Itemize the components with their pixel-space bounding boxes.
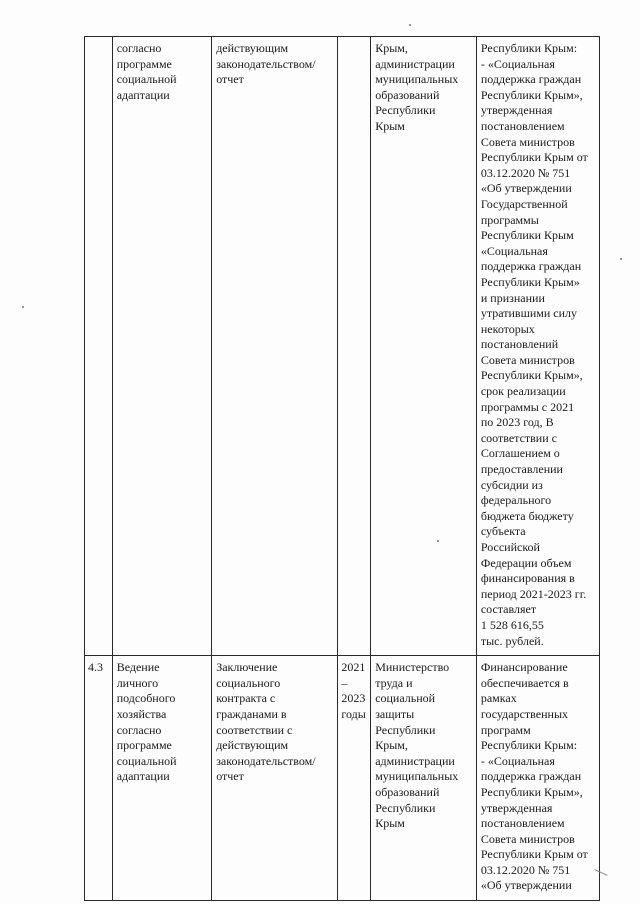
cell-text-line: социальной (116, 72, 177, 87)
cell-text-line: государственных (480, 706, 569, 721)
cell-text-line: программе (116, 56, 172, 71)
cell-text-line: образований (375, 784, 440, 799)
cell-text-line: Федерации объем (480, 555, 572, 570)
cell-financing (476, 37, 599, 656)
cell-text-line: годы (341, 706, 366, 721)
cell-text-line: 03.12.2020 № 751 (480, 165, 571, 180)
cell-text-line: постановлением (480, 816, 565, 831)
cell-activity (112, 37, 212, 656)
cell-text-line: Республики Крым» (480, 274, 580, 289)
cell-text-line: Соглашением о (480, 446, 560, 461)
cell-text-line: срок реализации (480, 384, 566, 399)
cell-text-line: «Об утверждении (480, 878, 572, 893)
cell-text-line: социальной (116, 753, 177, 768)
cell-text-line: Государственной (480, 196, 568, 211)
cell-text-line: тыс. рублей. (480, 633, 544, 648)
cell-period (338, 656, 371, 901)
cell-text-line: гражданами в (216, 706, 287, 721)
cell-text-line: Совета министров (480, 134, 575, 149)
cell-text-line: социального (216, 675, 281, 690)
cell-text-line: - «Социальная (480, 56, 555, 71)
cell-text-line: согласно (116, 722, 162, 737)
cell-text-line: «Об утверждении (480, 181, 572, 196)
cell-executor (371, 37, 477, 656)
cell-text-line: соответствии с (216, 722, 293, 737)
scan-speck (409, 24, 411, 26)
cell-text-line: Крым, (375, 738, 408, 753)
cell-text-line: соответствии с (480, 430, 557, 445)
cell-text-line: программы (480, 212, 539, 227)
cell-text-line: утвержденная (480, 800, 553, 815)
cell-text-line: Республики Крым от (480, 150, 588, 165)
table-row (85, 37, 600, 656)
cell-text-line: Совета министров (480, 831, 575, 846)
program-table (84, 36, 600, 901)
cell-text-line: отчет (216, 769, 244, 784)
cell-text-line: Ведение (116, 660, 160, 675)
cell-text-line: хозяйства (116, 706, 167, 721)
cell-text-line: период 2021-2023 гг. (480, 586, 587, 601)
cell-text-line: социальной (375, 691, 436, 706)
cell-text-line: субсидии из (480, 477, 543, 492)
cell-text-line: Республики Крым от (480, 847, 588, 862)
cell-text-line: действующим (216, 738, 289, 753)
cell-text-line: Финансирование (480, 660, 568, 675)
cell-text-line: Республики Крым», (480, 368, 583, 383)
cell-text-line: Республики Крым», (480, 784, 583, 799)
cell-activity (112, 656, 212, 901)
cell-text-line: Республики Крым (480, 228, 574, 243)
table-row (85, 656, 600, 901)
cell-text-line: Республики Крым», (480, 87, 583, 102)
cell-executor (371, 656, 477, 901)
cell-text-line: программ (480, 722, 531, 737)
cell-text-line: личного (116, 675, 159, 690)
cell-text-line: субъекта (480, 524, 526, 539)
cell-text-line: действующим (216, 41, 289, 55)
cell-result (212, 656, 338, 901)
cell-text-line: Крым (375, 118, 405, 133)
cell-text-line: согласно (116, 41, 162, 55)
scan-speck (22, 306, 24, 308)
cell-text-line: утвержденная (480, 103, 553, 118)
cell-text-line: Заключение (216, 660, 278, 675)
cell-text-line: Крым, (375, 41, 408, 55)
cell-text-line: законодательством/ (216, 56, 316, 71)
cell-text-line: постановлением (480, 118, 565, 133)
cell-text-line: - «Социальная (480, 753, 555, 768)
cell-text-line: муниципальных (375, 72, 459, 87)
cell-text-line: поддержка граждан (480, 259, 582, 274)
cell-text-line: муниципальных (375, 769, 459, 784)
cell-text-line: контракта с (216, 691, 276, 706)
scan-speck (620, 258, 622, 260)
cell-text-line: финансирования в (480, 571, 575, 586)
cell-text-line: 4.3 (88, 660, 103, 675)
cell-text-line: 2023 (341, 691, 366, 706)
cell-text-line: образований (375, 87, 440, 102)
cell-text-line: Республики (375, 722, 436, 737)
cell-text-line: Республики (375, 103, 436, 118)
cell-text-line: Российской (480, 540, 540, 554)
cell-period (338, 37, 371, 656)
cell-number (85, 37, 113, 656)
cell-text-line: рамках (480, 691, 517, 706)
cell-text-line: – (341, 675, 348, 690)
cell-text-line: и признании (480, 290, 545, 305)
cell-text-line: Совета министров (480, 352, 575, 367)
cell-text-line: поддержка граждан (480, 769, 582, 784)
cell-text-line: постановлений (480, 337, 559, 352)
cell-text-line: 03.12.2020 № 751 (480, 862, 571, 877)
cell-text-line: администрации (375, 753, 455, 768)
cell-text-line: отчет (216, 72, 244, 87)
cell-text-line: поддержка граждан (480, 72, 582, 87)
cell-result (212, 37, 338, 656)
cell-text-line: федерального (480, 493, 552, 508)
cell-financing (476, 656, 599, 901)
cell-text-line: бюджета бюджету (480, 508, 574, 523)
cell-number (85, 656, 113, 901)
cell-text-line: адаптации (116, 769, 170, 784)
cell-text-line: 2021 (341, 660, 366, 675)
cell-text-line: обеспечивается в (480, 675, 569, 690)
cell-text-line: адаптации (116, 87, 170, 102)
cell-text-line: предоставлении (480, 462, 563, 477)
cell-text-line: программе (116, 738, 172, 753)
cell-text-line: по 2023 год, В (480, 415, 554, 430)
scan-speck (437, 540, 439, 542)
cell-text-line: программы с 2021 (480, 399, 575, 414)
cell-text-line: «Социальная (480, 243, 548, 258)
cell-text-line: некоторых (480, 321, 535, 336)
cell-text-line: утратившими силу (480, 306, 577, 321)
cell-text-line: Крым (375, 816, 405, 831)
cell-text-line: труда и (375, 675, 413, 690)
cell-text-line: Республики Крым: (480, 738, 578, 753)
cell-text-line: Министерство (375, 660, 450, 675)
cell-text-line: 1 528 616,55 (480, 617, 544, 632)
cell-text-line: законодательством/ (216, 753, 316, 768)
cell-text-line: составляет (480, 602, 537, 617)
cell-text-line: Республики Крым: (480, 41, 578, 55)
cell-text-line: Республики (375, 800, 436, 815)
cell-text-line: администрации (375, 56, 455, 71)
cell-text-line: подсобного (116, 691, 176, 706)
cell-text-line: защиты (375, 706, 415, 721)
